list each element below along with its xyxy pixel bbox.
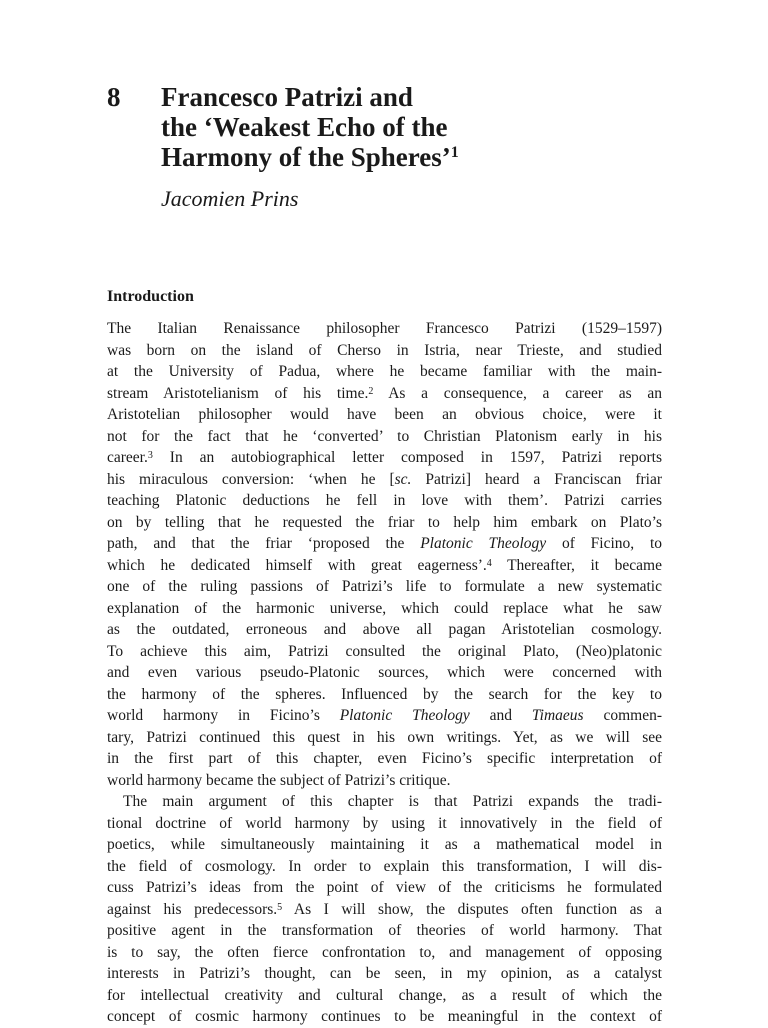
italic-text: sc.: [394, 470, 412, 488]
text-run: not for the fact that he ‘converted’ to Christian Platonism early in his: [107, 427, 662, 445]
text-line: [107, 899, 662, 921]
text-run: at the University of Padua, where he became familiar with the main-: [107, 363, 662, 380]
text-line: [107, 619, 662, 641]
text-line: [107, 877, 662, 899]
italic-text: Platonic Theology: [339, 707, 470, 724]
footnote-reference[interactable]: 2: [368, 385, 374, 397]
paragraph: [107, 318, 662, 791]
text-line: [107, 576, 662, 598]
body-text: [107, 318, 662, 1028]
text-run: In an autobiographical letter composed in 1597, Patrizi reports: [152, 449, 662, 466]
text-line: [107, 641, 662, 663]
text-line: [107, 942, 662, 964]
text-line: [107, 834, 662, 856]
text-line: [107, 856, 662, 878]
text-line: [107, 426, 662, 448]
text-run: tary, Patrizi continued this quest in his own writings. Yet, as we will see: [107, 728, 662, 746]
chapter-number: 8: [107, 82, 121, 112]
text-run: tional doctrine of world harmony by using it innovatively in the field of: [107, 814, 662, 832]
text-run: The Italian Renaissance philosopher Francesco Patrizi (1529–1597): [107, 320, 662, 337]
chapter-title-line-text: Harmony of the Spheres’: [161, 142, 451, 172]
text-run: teaching Platonic deductions he fell in love with them’. Patrizi carries: [107, 492, 662, 509]
text-run: world harmony became the subject of Patrizi’s critique.: [107, 771, 451, 789]
text-run: Thereafter, it became: [491, 556, 662, 574]
text-line: [107, 1006, 662, 1028]
footnote-reference[interactable]: 4: [486, 557, 492, 569]
text-run: and: [469, 707, 532, 724]
text-line: [107, 318, 662, 340]
text-line: [107, 684, 662, 706]
paragraph: [107, 791, 662, 1028]
text-run: the field of cosmology. In order to explain this transformation, I will dis-: [107, 857, 662, 875]
text-run: world harmony in Ficino’s: [107, 707, 340, 724]
text-line: [107, 447, 662, 469]
text-line: [107, 598, 662, 620]
text-line: [107, 383, 662, 405]
text-run: was born on the island of Cherso in Istria, near Trieste, and studied: [107, 341, 662, 359]
text-run: on by telling that he requested the friar to help him embark on Plato’s: [107, 513, 662, 531]
chapter-title-line: the ‘Weakest Echo of the: [161, 112, 448, 142]
text-run: of Ficino, to: [546, 535, 663, 552]
text-line: [107, 469, 662, 491]
chapter-author: Jacomien Prins: [161, 186, 299, 211]
italic-text: Timaeus: [531, 707, 584, 724]
text-line: [107, 533, 662, 555]
text-run: Patrizi] heard a Franciscan friar: [411, 470, 662, 488]
text-line: [107, 748, 662, 770]
text-run: against his predecessors.: [107, 900, 278, 918]
text-line: [107, 404, 662, 426]
text-run: As a consequence, a career as an: [373, 384, 662, 402]
text-run: for intellectual creativity and cultural change, as a result of which the: [107, 986, 662, 1004]
text-run: stream Aristotelianism of his time.: [107, 384, 369, 402]
text-run: To achieve this aim, Patrizi consulted the original Plato, (Neo)platonic: [107, 642, 662, 660]
chapter-title-line: Francesco Patrizi and: [161, 82, 413, 112]
text-run: as the outdated, erroneous and above all pagan Aristotelian cosmology.: [107, 621, 662, 638]
text-run: interests in Patrizi’s thought, can be seen, in my opinion, as a catalyst: [107, 965, 662, 982]
text-run: the harmony of the spheres. Influenced by the search for the key to: [107, 685, 662, 703]
text-run: concept of cosmic harmony continues to be meaningful in the context of: [107, 1008, 662, 1025]
footnote-reference[interactable]: 1: [450, 144, 459, 161]
text-line: [107, 985, 662, 1007]
text-line: [107, 512, 662, 534]
text-run: path, and that the friar ‘proposed the: [107, 535, 421, 552]
text-run: and even various pseudo-Platonic sources, which were concerned with: [107, 664, 662, 681]
text-line: [107, 490, 662, 512]
text-line: [107, 555, 662, 577]
footnote-reference[interactable]: 5: [277, 901, 283, 913]
text-run: positive agent in the transformation of theories of world harmony. That: [107, 922, 662, 939]
text-line: [107, 791, 662, 813]
text-line: [107, 340, 662, 362]
italic-text: Platonic Theology: [420, 535, 547, 552]
text-run: cuss Patrizi’s ideas from the point of view of the criticisms he formulated: [107, 879, 662, 896]
text-line: [107, 727, 662, 749]
text-line: [107, 813, 662, 835]
text-run: As I will show, the disputes often function as a: [282, 900, 662, 918]
text-run: The main argument of this chapter is that Patrizi expands the tradi-: [123, 793, 662, 810]
text-line: [107, 705, 662, 727]
text-run: commen-: [583, 707, 662, 724]
text-run: Aristotelian philosopher would have been an obvious choice, were it: [107, 406, 662, 423]
text-line: [107, 920, 662, 942]
chapter-title: [161, 82, 661, 172]
text-line: [107, 361, 662, 383]
text-run: his miraculous conversion: ‘when he [: [107, 470, 395, 488]
text-run: is to say, the often fierce confrontation to, and management of opposing: [107, 943, 662, 961]
text-run: explanation of the harmonic universe, which could replace what he saw: [107, 599, 662, 617]
chapter-title-line: [161, 142, 661, 172]
section-heading: Introduction: [107, 288, 194, 305]
text-run: which he dedicated himself with great eagerness’.: [107, 556, 487, 574]
text-run: in the first part of this chapter, even Ficino’s specific interpretation of: [107, 750, 662, 767]
text-run: career.: [107, 449, 148, 466]
text-line: [107, 662, 662, 684]
text-run: poetics, while simultaneously maintaining it as a mathematical model in: [107, 836, 662, 853]
text-run: one of the ruling passions of Patrizi’s life to formulate a new systematic: [107, 578, 662, 595]
text-line: [107, 770, 662, 792]
footnote-reference[interactable]: 3: [147, 450, 153, 461]
text-line: [107, 963, 662, 985]
